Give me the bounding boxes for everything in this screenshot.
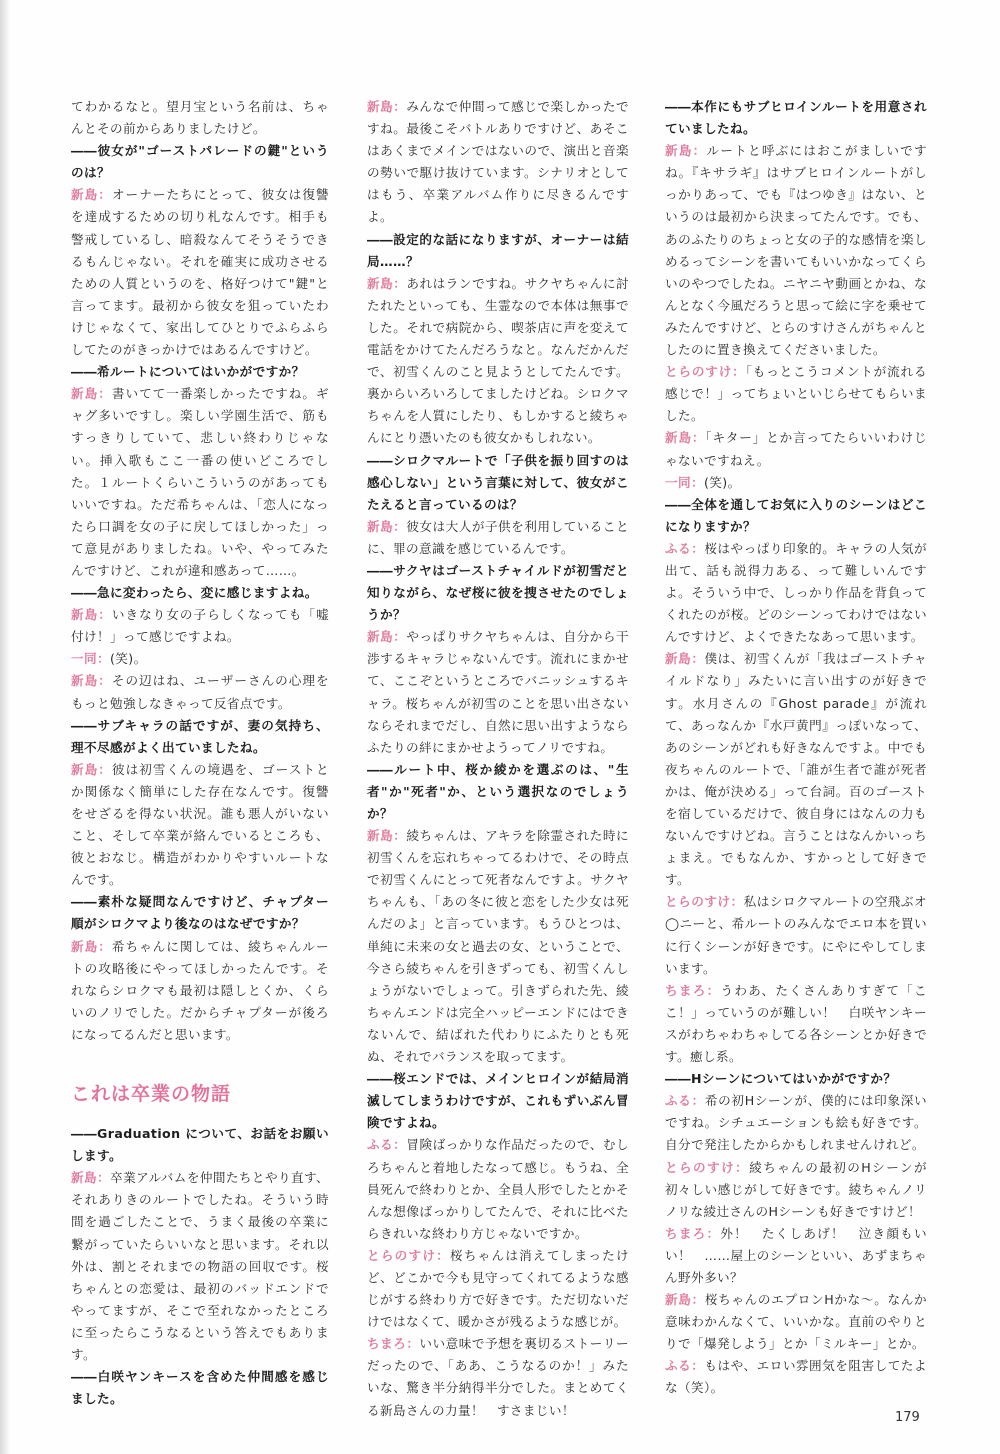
interview-question: ――白咲ヤンキースを含めた仲間感を感じました。 [71, 1369, 329, 1407]
interview-question: ――彼女が"ゴーストパレードの鍵"というのは？ [71, 143, 329, 181]
speaker-name: ふる： [665, 1358, 705, 1374]
text-column-left [71, 96, 329, 1410]
speaker-name: とらのすけ： [665, 364, 746, 380]
answer-text: 希ちゃんに関しては、綾ちゃんルートの攻略後にやってほしかったんです。それならシロクマも最初は隠しとくか、くらいのノリでした。だからチャプターが後ろになってるんだと思います。 [71, 938, 330, 1042]
page-number: 179 [895, 1410, 920, 1425]
speaker-name: 新島： [665, 430, 706, 446]
speaker-name: とらのすけ： [367, 1247, 450, 1263]
answer-text: 外！ たくしあげ！ 泣き顔もいい！ ……屋上のシーンといい、あずまちゃん野外多い？ [665, 1225, 928, 1285]
interview-question: ――急に変わったら、変に感じますよね。 [71, 585, 318, 601]
interview-answer [367, 1134, 629, 1244]
interview-answer [665, 1157, 927, 1223]
speaker-name: 新島： [71, 761, 112, 777]
speaker-name: 新島： [367, 99, 407, 114]
speaker-name: 新島： [71, 1170, 111, 1186]
interview-answer [71, 1167, 329, 1366]
interview-answer [367, 825, 629, 1068]
interview-answer [665, 538, 927, 648]
interview-answer [71, 936, 329, 1046]
speaker-name: ちまろ： [665, 982, 721, 998]
interview-answer [665, 648, 927, 891]
section-heading: これは卒業の物語 [71, 1083, 232, 1106]
answer-text: 卒業アルバムを仲間たちとやり直す、それありきのルートでしたね。そういう時間を過ごしたことで、うまく最後の卒業に繋がっていたらいいなと思います。それ以外は、割とそれまでの物語の回収です。桜ちゃんとの恋愛は、最初のバッドエンドでやってますが、そこで至れなかったところに至ったらこうなるという答えでもあります。 [71, 1170, 330, 1362]
interview-question: ――素朴な疑問なんですけど、チャプター順がシロクマより後なのはなぜですか？ [71, 894, 329, 932]
interview-question: ――希ルートについてはいかがですか？ [71, 364, 305, 380]
speaker-name: 新島： [71, 386, 112, 402]
answer-text: うわあ、たくさんありすぎて「ここ！」っていうのが難しい！ 白咲ヤンキースがわちゃわちゃしてる各シーンとか好きです。癒し系。 [665, 982, 927, 1065]
interview-question: ――全体を通してお気に入りのシーンはどこになりますか？ [665, 496, 927, 534]
answer-text: 書いてて一番楽しかったですね。ギャグ多いですし。楽しい学園生活で、筋もすっきりしていて、悲しい終わりじゃない。挿入歌もここ一番の使いどころでした。１ルートくらいこういうのがあってもいいですね。ただ希ちゃんは、「恋人になったら口調を女の子に戻してほしかった」って意見がありましたね。いや、やってみたんですけど、これが違和感あって……。 [71, 386, 330, 578]
answer-text: いきなり女の子らしくなっても「嘘付け！」って感じですよね。 [71, 607, 330, 645]
answer-text: (笑)。 [703, 474, 741, 490]
answer-text: やっぱりサクヤちゃんは、自分から干渉するキャラじゃないんです。流れにまかせて、ここぞというところでバニッシュするキャラ。桜ちゃんが初雪のことを思い出さないならそれまでだし、自然に思い出すようならふたりの絆にまかせようってノリですね。 [367, 629, 630, 755]
interview-answer [71, 670, 329, 714]
interview-answer [367, 1245, 629, 1333]
interview-answer [665, 1090, 927, 1156]
interview-answer [71, 184, 329, 361]
speaker-name: 一同： [665, 474, 704, 490]
interview-question: ――ルート中、桜か綾かを選ぶのは、"生者"か"死者"か、という選択なのでしょうか？ [367, 761, 629, 821]
answer-text: 「キター」とか言ってたらいいわけじゃないですねえ。 [665, 430, 928, 468]
answer-text: 僕は、初雪くんが「我はゴーストチャイルドなり」みたいに言い出すのが好きです。水月さんの『Ghost parade』が流れて、あっなんか『水戸黄門』っぽいなって、あのシーンがどれも好きなんですよ。中でも夜ちゃんのルートで、「誰が生者で誰が死者かは、俺が決める」って台詞。百のゴーストを宿しているだけで、彼自身にはなんの力もないんですけどね。言うことはなんかいっちょまえ。でもなんか、すかっとして好きです。 [665, 651, 928, 888]
speaker-name: 一同： [71, 651, 110, 667]
interview-answer [367, 626, 629, 759]
speaker-name: ちまろ： [367, 1336, 420, 1352]
answer-text: 冒険ばっかりな作品だったので、むしろちゃんと着地したなって感じ。もうね、全員死んで終わりとか、全員人形でしたとかそんな想像ばっかりしてたんで、それに比べたらきれいな終わり方じゃないですか。 [367, 1137, 629, 1241]
interview-question: ――Graduation について、お話をお願いします。 [71, 1126, 329, 1164]
answer-text: その辺はね、ユーザーさんの心理をもっと勉強しなきゃって反省点です。 [71, 673, 330, 711]
answer-text: みんなで仲間って感じで楽しかったですね。最後こそバトルありですけど、あそこはあくまでメインではないので、演出と音楽の勢いで駆け抜けています。シナリオとしてはもう、卒業アルバム作りに尽きるんですよ。 [367, 99, 629, 225]
answer-text: オーナーたちにとって、彼女は復讐を達成するための切り札なんです。相手も警戒しているし、暗殺なんてそうそうできるもんじゃない。それを確実に成功させるための人質というのを、格好つけて"鍵"と言ってます。最初から彼女を狙っていたわけじゃなくて、家出してひとりでふらふらしてたのがきっかけではあるんですけど。 [71, 187, 329, 358]
interview-answer [665, 427, 927, 471]
answer-text: 綾ちゃんは、アキラを除霊された時に初雪くんを忘れちゃってるわけで、その時点で初雪くんにとって死者なんですよ。サクヤちゃんも、「あの冬に彼と恋をした少女は死んだのよ」と言っています。もうひとつは、単純に未来の女と過去の女、ということで、今さら綾ちゃんを引きずっても、初雪くんしょうがないでしょって。引きずられた先、綾ちゃんエンドは完全ハッピーエンドにはできないんで、結ばれた代わりにふたりとも死ぬ、それでバランスを取ってます。 [367, 828, 630, 1065]
answer-text: 私はシロクマルートの空飛ぶオ◯ニーと、希ルートのみんなでエロ本を買いに行くシーンが好きです。にやにやしてしまいます。 [665, 894, 927, 976]
speaker-name: とらのすけ： [665, 894, 744, 910]
interview-question: ――サブキャラの話ですが、妻の気持ち、理不尽感がよく出ていましたね。 [71, 717, 329, 755]
speaker-name: 新島： [665, 143, 707, 159]
speaker-name: 新島： [367, 275, 407, 291]
speaker-name: ふる： [665, 540, 705, 556]
speaker-name: 新島： [71, 187, 112, 203]
answer-text: 彼女は大人が子供を利用していることに、罪の意識を感じているんです。 [367, 518, 629, 556]
speaker-name: ちまろ： [665, 1225, 721, 1241]
speaker-name: ふる： [367, 1137, 407, 1153]
answer-text: 綾ちゃんの最初のHシーンが初々しい感じがして好きです。綾ちゃんノリノリな綾辻さんのHシーンも好きですけど！ [665, 1159, 927, 1219]
interview-question: ――桜エンドでは、メインヒロインが結局消滅してしまうわけですが、これもずいぶん冒険ですよね。 [367, 1071, 629, 1131]
answer-text: 桜はやっぱり印象的。キャラの人気が出て、話も説得力ある、って難しいんですよ。そういう中で、しっかり作品を背負ってくれたのが桜。どのシーンってわけではないんですけど、よくできたなあって思います。 [665, 540, 927, 645]
text-column-right [665, 96, 927, 1400]
speaker-name: ふる： [665, 1093, 705, 1109]
answer-text: もはや、エロい雰囲気を阻害してたよな（笑）。 [665, 1358, 927, 1396]
answer-text: 希の初Hシーンが、僕的には印象深いですね。シチュエーションも絵も好きです。自分で発注したからかもしれませんけれど。 [665, 1093, 927, 1153]
text-column-middle [367, 96, 629, 1422]
interview-answer [367, 96, 629, 229]
speaker-name: 新島： [71, 607, 112, 623]
speaker-name: 新島： [71, 938, 112, 954]
interview-answer [367, 273, 629, 450]
interview-answer [367, 1333, 629, 1421]
interview-answer [665, 1223, 927, 1289]
answer-text: あれはランですね。サクヤちゃんに討たれたといっても、生霊なので本体は無事でした。それで病院から、喫茶店に声を変えて電話をかけてたんだろうなと。なんだかんだで、初雪くんのこと見ようとしてたんです。裏からいろいろしてましたけどね。シロクマちゃんを人質にしたり、もしかすると綾ちゃんにとり憑いたのも彼女かもしれない。 [367, 275, 630, 446]
interview-answer [665, 361, 927, 427]
interview-answer [71, 759, 329, 892]
interview-answer [367, 516, 629, 560]
interview-answer [665, 980, 927, 1068]
answer-text: 「もっとこうコメントが流れる感じで！」ってちょいといじらせてもらいました。 [665, 364, 927, 424]
speaker-name: 新島： [367, 629, 407, 645]
interview-question: ――シロクマルートで「子供を振り回すのは感心しない」という言葉に対して、彼女がこたえると言っているのは？ [367, 452, 629, 512]
body-text: てわかるなと。望月宝という名前は、ちゃんとその前からありましたけど。 [71, 99, 329, 137]
interview-question: ――設定的な話になりますが、オーナーは結局……？ [367, 231, 629, 269]
interview-answer [665, 472, 927, 494]
speaker-name: とらのすけ： [665, 1159, 750, 1175]
answer-text: (笑)。 [109, 651, 147, 667]
interview-answer [71, 383, 329, 582]
speaker-name: 新島： [367, 828, 407, 844]
speaker-name: 新島： [665, 1292, 705, 1308]
speaker-name: 新島： [665, 651, 705, 667]
interview-answer [71, 604, 329, 648]
interview-answer [665, 140, 927, 361]
answer-text: いい意味で予想を裏切るストーリーだったので、「ああ、こうなるのか！」みたいな、驚き半分納得半分でした。まとめてくる新島さんの力量！ すさまじい！ [367, 1336, 629, 1418]
interview-question: ――サクヤはゴーストチャイルドが初雪だと知りながら、なぜ桜に彼を捜させたのでしょうか？ [367, 562, 629, 623]
answer-text: 彼は初雪くんの境遇を、ゴーストとか関係なく簡単にした存在なんです。復讐をせざるを得ない状況。誰も悪人がいないこと、そして卒業が絡んでいるところも、彼とおなじ。構造がわかりやすいルートなんです。 [71, 761, 329, 888]
interview-question: ――Hシーンについてはいかがですか？ [665, 1071, 897, 1087]
interview-answer [665, 1289, 927, 1355]
speaker-name: 新島： [367, 518, 407, 534]
answer-text: 桜ちゃんのエプロンHかな～。なんか意味わかんなくて、いいかな。直前のやりとりで「爆発しよう」とか「ミルキー」とか。 [665, 1292, 927, 1352]
answer-text: 桜ちゃんは消えてしまったけど、どこかで今も見守ってくれてるような感じがする終わり方で好きです。ただ切ないだけではなくて、暖かさが残るような感じが。 [367, 1247, 629, 1330]
answer-text: ルートと呼ぶにはおこがましいですね。『キサラギ』はサブヒロインルートがしっかりあって、でも『はつゆき』はない、というのは最初から決まってたんです。でも、あのふたりのちょっと女の子的な感情を楽しめるってシーンを書いてもいいかなってくらいのやつでしたね。ニヤニヤ動画とかね、なんとなく今風だろうと思って絵に字を乗せてみたんですけど、とらのすけさんがちゃんとしたのに置き換えてくださいました。 [665, 143, 927, 358]
interview-answer [71, 648, 329, 670]
interview-answer [665, 891, 927, 979]
interview-answer [665, 1355, 927, 1399]
book-spine-shadow [0, 0, 10, 1454]
speaker-name: 新島： [71, 673, 112, 689]
interview-question: ――本作にもサブヒロインルートを用意されていましたね。 [665, 99, 927, 137]
